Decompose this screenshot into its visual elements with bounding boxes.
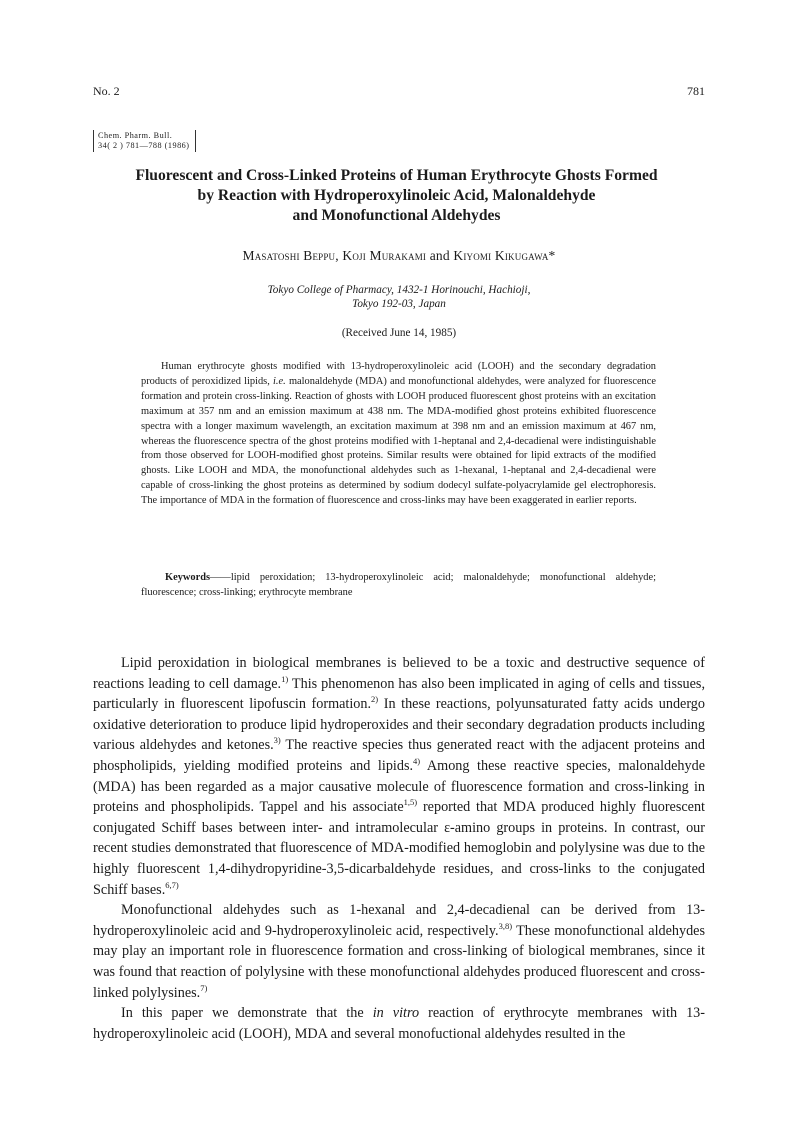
citation-ref: 7): [200, 982, 208, 993]
citation-box: [93, 130, 196, 152]
p3-text-2: reaction of erythrocyte membranes with 13-hydroperoxylinoleic acid (LOOH), MDA and several monofuctional aldehydes resulted in the: [93, 1005, 705, 1042]
citation-ref: 1,5): [403, 797, 418, 808]
citation-ref: 3,8): [498, 920, 513, 931]
p3-in-vitro: in vitro: [372, 1005, 420, 1022]
body-paragraph-1: [93, 653, 705, 900]
abstract-ie: i.e.: [273, 375, 286, 387]
page-number: 781: [687, 84, 705, 98]
citation-ref: 3): [273, 735, 281, 746]
affiliation: [93, 283, 705, 311]
citation-volume: 34( 2 ) 781—788 (1986): [98, 141, 190, 150]
body-paragraph-2: [93, 900, 705, 1003]
citation-journal: Chem. Pharm. Bull.: [98, 131, 173, 140]
p1-text-4: The reactive species thus generated react with the adjacent proteins and phospholipids, yielding modified proteins and lipids.: [93, 737, 705, 774]
citation-ref: 1): [281, 673, 289, 684]
author-2: Koji Murakami: [342, 248, 427, 263]
author-1: Masatoshi Beppu,: [242, 248, 339, 263]
author-3: Kiyomi Kikugawa*: [453, 248, 556, 263]
keywords-label: Keywords: [165, 572, 211, 583]
keywords-text: lipid peroxidation; 13-hydroperoxylinoleic acid; malonaldehyde; monofunctional aldehyde; fluorescence; cross-linking; erythrocyte membrane: [141, 572, 656, 598]
p3-text-1: In this paper we demonstrate that the: [121, 1005, 373, 1022]
citation-ref: 6,7): [165, 879, 179, 890]
keywords: [141, 571, 656, 601]
p2-text-2: These monofunctional aldehydes may play an important role in fluorescence formation and cross-linking of biological membranes, since it was found that reaction of polylysine with these monofunctional aldehydes produced fluorescent and cross-linked polylysines.: [93, 922, 706, 1001]
abstract: [141, 360, 656, 509]
title-line-1: Fluorescent and Cross-Linked Proteins of Human Erythrocyte Ghosts Formed: [135, 167, 658, 184]
title-line-2: by Reaction with Hydroperoxylinoleic Acid, Malonaldehyde: [197, 187, 596, 204]
affiliation-line-1: Tokyo College of Pharmacy, 1432-1 Horinouchi, Hachioji,: [267, 284, 531, 296]
p1-text-6: reported that MDA produced highly fluorescent conjugated Schiff bases between inter- and intramolecular ε-amino groups in proteins. In contrast, our recent studies demonstrated that fluorescence of MDA-modified hemoglobin and polylysine was due to the highly fluorescent 1,4-dihydropyridine-3,5-dicarbaldehyde residues, and cross-links to the conjugated Schiff bases.: [93, 799, 705, 898]
keywords-dash: ——: [210, 572, 231, 583]
body-paragraph-3: [93, 1003, 705, 1044]
p2-text-1: Monofunctional aldehydes such as 1-hexanal and 2,4-decadienal can be derived from 13-hydroperoxylinoleic acid and 9-hydroperoxylinoleic acid, respectively.: [93, 902, 705, 939]
abstract-text-2: malonaldehyde (MDA) and monofunctional aldehydes, were analyzed for fluorescence formation and protein cross-linking. Reaction of ghosts with LOOH produced fluorescent ghost proteins with an excitation maximum at 357 nm and an emission maximum at 438 nm. The MDA-modified ghost proteins exhibited fluorescence spectra with a longer maximum wavelength, an excitation maximum at 398 nm and an emission maximum at 467 nm, whereas the fluorescence spectra of the ghost proteins modified with 1-heptanal and 2,4-decadienal were indistinguishable from those observed for LOOH-modified ghost proteins. Similar results were obtained for lipid extracts of the modified ghosts. Like LOOH and MDA, the monofunctional aldehydes such as 1-hexanal, 1-heptanal and 2,4-decadienal were capable of cross-linking the ghost proteins as determined by sodium dodecyl sulfate-polyacrylamide gel electrophoresis. The importance of MDA in the formation of fluorescence and cross-links may have been exaggerated in earlier reports.: [141, 375, 656, 507]
authors: [93, 248, 705, 264]
p1-text-1: Lipid peroxidation in biological membranes is believed to be a toxic and destructive sequence of reactions leading to cell damage.: [93, 655, 705, 692]
p1-text-3: In these reactions, polyunsaturated fatty acids undergo oxidative deterioration to produce lipid hydroperoxides and their secondary degradation products including various aldehydes and ketones.: [93, 696, 705, 754]
article-title: [100, 166, 693, 226]
affiliation-line-2: Tokyo 192-03, Japan: [352, 298, 446, 310]
page-header: [93, 84, 705, 100]
journal-issue: No. 2: [93, 84, 120, 98]
citation-ref: 2): [371, 694, 379, 705]
title-line-3: and Monofunctional Aldehydes: [292, 207, 501, 224]
body-text: [93, 653, 705, 1044]
abstract-text-1: Human erythrocyte ghosts modified with 13-hydroperoxylinoleic acid (LOOH) and the secondary degradation products of peroxidized lipids,: [141, 361, 656, 387]
received-date: (Received June 14, 1985): [341, 327, 457, 339]
p1-text-5: Among these reactive species, malonaldehyde (MDA) has been regarded as a major causative molecule of fluorescence formation and cross-linking in proteins and phospholipids. Tappel and his associate: [93, 757, 705, 816]
citation-ref: 4): [413, 755, 421, 766]
abstract-paragraph: [141, 360, 656, 509]
p1-text-2: This phenomenon has also been implicated in aging of cells and tissues, particularly in fluorescent lipofuscin formation.: [93, 675, 705, 713]
author-conjunction: and: [429, 248, 450, 263]
